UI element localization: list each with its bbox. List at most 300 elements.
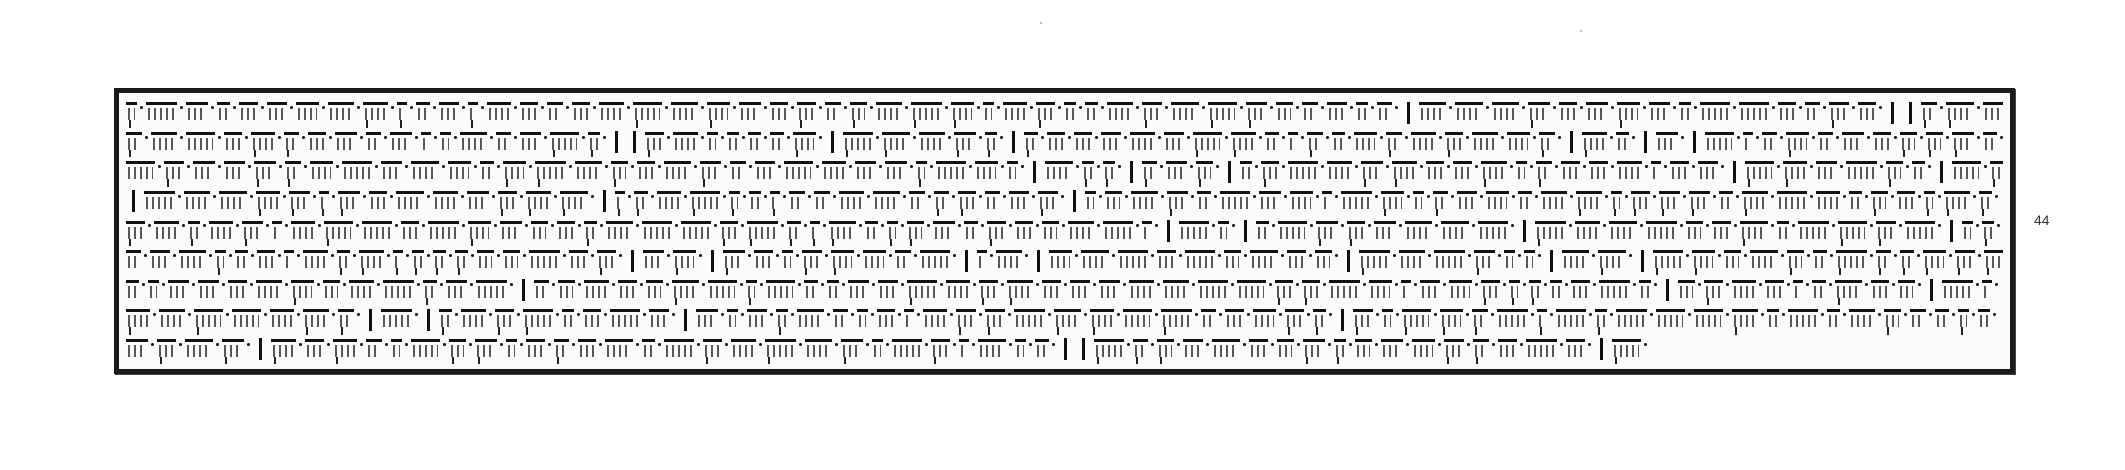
syllable-glyph [1818, 132, 1833, 153]
syllable-glyph [1786, 132, 1809, 153]
tsheg-mark [889, 254, 892, 257]
syllable-glyph [1835, 280, 1862, 301]
tsheg-mark [1555, 165, 1558, 168]
syllable-glyph [1983, 102, 2003, 123]
tsheg-mark [1127, 343, 1130, 346]
syllable-glyph [496, 132, 511, 153]
tsheg-mark [760, 283, 763, 286]
tsheg-mark [1467, 343, 1470, 346]
tsheg-mark [1093, 283, 1096, 286]
syllable-glyph [1332, 132, 1345, 153]
tsheg-mark [796, 254, 799, 257]
syllable-glyph [1101, 132, 1121, 153]
syllable-glyph [1812, 280, 1826, 301]
tsheg-mark [1216, 165, 1219, 168]
tsheg-mark [1533, 136, 1536, 139]
tsheg-mark [1155, 224, 1158, 227]
shad-mark [1244, 220, 1247, 242]
syllable-glyph [916, 161, 927, 182]
syllable-glyph [439, 102, 459, 123]
tsheg-mark [721, 136, 724, 139]
shad-mark [631, 250, 634, 272]
tsheg-mark [1629, 254, 1632, 257]
syllable-glyph [390, 132, 412, 153]
tsheg-mark [835, 343, 838, 346]
syllable-glyph [1777, 221, 1789, 242]
shad-mark [1130, 161, 1133, 183]
tsheg-mark [278, 254, 281, 257]
tsheg-mark [612, 283, 615, 286]
syllable-glyph [1401, 280, 1411, 301]
syllable-glyph [535, 161, 566, 182]
syllable-glyph [1698, 161, 1718, 182]
tsheg-mark [1435, 224, 1438, 227]
tsheg-mark [279, 165, 282, 168]
tsheg-mark [1946, 136, 1949, 139]
syllable-glyph [657, 191, 681, 212]
tsheg-mark [1843, 313, 1846, 316]
tsheg-mark [514, 106, 517, 109]
syllable-glyph [1846, 161, 1877, 182]
syllable-glyph [1886, 161, 1903, 182]
syllable-glyph [1516, 161, 1527, 182]
tsheg-mark [331, 254, 334, 257]
syllable-glyph [1816, 191, 1840, 212]
syllable-glyph [1142, 102, 1162, 123]
tsheg-mark [1894, 136, 1897, 139]
syllable-glyph [1131, 191, 1158, 212]
syllable-glyph [1871, 280, 1889, 301]
tsheg-mark [1721, 165, 1724, 168]
tsheg-mark [1125, 195, 1128, 198]
tsheg-mark [927, 224, 930, 227]
tsheg-mark [1321, 165, 1324, 168]
tsheg-mark [1296, 106, 1299, 109]
syllable-glyph [747, 221, 778, 242]
tsheg-mark [1625, 195, 1628, 198]
tsheg-mark [1348, 136, 1351, 139]
tsheg-mark [1756, 136, 1759, 139]
tsheg-mark [1664, 165, 1667, 168]
syllable-glyph [448, 161, 471, 182]
syllable-glyph [729, 191, 740, 212]
tsheg-mark [1544, 283, 1547, 286]
syllable-glyph [184, 191, 210, 212]
tsheg-mark [694, 165, 697, 168]
tsheg-mark [1878, 313, 1881, 316]
tsheg-mark [1610, 136, 1613, 139]
syllable-glyph [303, 250, 328, 271]
shad-mark [1666, 279, 1669, 301]
syllable-glyph [1107, 102, 1133, 123]
tsheg-mark [667, 254, 670, 257]
tsheg-mark [148, 224, 151, 227]
syllable-glyph [1444, 339, 1464, 360]
tsheg-mark [917, 313, 920, 316]
tsheg-mark [778, 165, 781, 168]
tsheg-mark [1550, 313, 1553, 316]
tsheg-mark [1832, 224, 1835, 227]
tsheg-mark [442, 165, 445, 168]
syllable-glyph [1798, 221, 1829, 242]
syllable-glyph [1984, 250, 2003, 271]
tsheg-mark [469, 343, 472, 346]
syllable-glyph [1842, 132, 1864, 153]
tsheg-mark [799, 343, 802, 346]
syllable-glyph [672, 280, 699, 301]
shad-mark [1644, 131, 1647, 153]
manuscript-line [126, 216, 2003, 246]
syllable-glyph [1813, 250, 1827, 271]
page-number: 44 [2034, 212, 2050, 228]
syllable-glyph [954, 132, 976, 153]
tsheg-mark [140, 106, 143, 109]
tsheg-mark [497, 165, 500, 168]
syllable-glyph [1952, 161, 1981, 182]
tsheg-mark [1218, 254, 1221, 257]
shad-mark [965, 250, 968, 272]
syllable-glyph [1571, 280, 1590, 301]
tsheg-mark [872, 283, 875, 286]
syllable-glyph [503, 161, 526, 182]
tsheg-mark [1036, 224, 1039, 227]
tsheg-mark [816, 165, 819, 168]
shad-mark [615, 131, 618, 153]
tsheg-mark [969, 165, 972, 168]
syllable-glyph [584, 221, 597, 242]
tsheg-mark [572, 343, 575, 346]
tsheg-mark [898, 313, 901, 316]
syllable-glyph [727, 309, 738, 330]
syllable-glyph [1082, 161, 1094, 182]
syllable-glyph [1085, 102, 1098, 123]
syllable-glyph [606, 221, 633, 242]
shad-mark [259, 338, 262, 360]
tsheg-mark [343, 283, 346, 286]
tsheg-mark [701, 106, 704, 109]
tsheg-mark [741, 313, 744, 316]
tsheg-mark [866, 343, 869, 346]
tsheg-mark [658, 165, 661, 168]
shad-mark [1940, 161, 1943, 183]
tsheg-mark [395, 224, 398, 227]
tsheg-mark [1531, 313, 1534, 316]
tsheg-mark [591, 254, 594, 257]
script-glyph-row [126, 305, 2003, 335]
tsheg-mark [278, 136, 281, 139]
syllable-glyph [198, 280, 219, 301]
tsheg-mark [297, 254, 300, 257]
tsheg-mark [494, 224, 497, 227]
syllable-glyph [359, 250, 384, 271]
tsheg-mark [1064, 283, 1067, 286]
tsheg-mark [250, 195, 253, 198]
tsheg-mark [833, 195, 836, 198]
tsheg-mark [427, 195, 430, 198]
shad-mark [831, 131, 834, 153]
tsheg-mark [1503, 283, 1506, 286]
tsheg-mark [600, 224, 603, 227]
shad-mark [1012, 131, 1015, 153]
syllable-glyph [885, 161, 907, 182]
syllable-glyph [1900, 132, 1917, 153]
syllable-glyph [534, 280, 549, 301]
tsheg-mark [454, 136, 457, 139]
tsheg-mark [901, 283, 904, 286]
syllable-glyph [920, 250, 950, 271]
tsheg-mark [979, 313, 982, 316]
tsheg-mark [1810, 195, 1813, 198]
tsheg-mark [541, 106, 544, 109]
syllable-glyph [217, 102, 230, 123]
tsheg-mark [733, 106, 736, 109]
syllable-glyph [731, 339, 756, 360]
tsheg-mark [1592, 254, 1595, 257]
tsheg-mark [842, 283, 845, 286]
tsheg-mark [1310, 224, 1313, 227]
tsheg-mark [901, 224, 904, 227]
syllable-glyph [558, 280, 575, 301]
tsheg-mark [1920, 136, 1923, 139]
tsheg-mark [1718, 254, 1721, 257]
tsheg-mark [520, 195, 523, 198]
syllable-glyph [1433, 191, 1448, 212]
syllable-glyph [1935, 309, 1949, 330]
syllable-glyph [1582, 132, 1607, 153]
tsheg-mark [1995, 195, 1998, 198]
tsheg-mark [881, 224, 884, 227]
syllable-glyph [1617, 161, 1642, 182]
tsheg-mark [299, 343, 302, 346]
tsheg-mark [1029, 343, 1032, 346]
tsheg-mark [510, 283, 513, 286]
folio-frame [114, 88, 2015, 374]
tsheg-mark [940, 283, 943, 286]
syllable-glyph [1497, 309, 1528, 330]
shad-mark [1600, 338, 1603, 360]
syllable-glyph [1787, 250, 1804, 271]
tsheg-mark [356, 224, 359, 227]
tsheg-mark [593, 106, 596, 109]
tsheg-mark [958, 224, 961, 227]
syllable-glyph [1576, 191, 1602, 212]
tsheg-mark [462, 106, 465, 109]
syllable-glyph [349, 280, 374, 301]
tsheg-mark [1341, 224, 1344, 227]
syllable-glyph [1142, 161, 1157, 182]
tsheg-mark [440, 283, 443, 286]
tsheg-mark [1806, 283, 1809, 286]
syllable-glyph [907, 221, 924, 242]
tsheg-mark [1244, 254, 1247, 257]
syllable-glyph [789, 191, 805, 212]
tsheg-mark [876, 136, 879, 139]
syllable-glyph [1457, 191, 1477, 212]
syllable-glyph [1334, 339, 1346, 360]
tsheg-mark [979, 195, 982, 198]
tsheg-mark [1772, 106, 1775, 109]
syllable-glyph [787, 221, 801, 242]
syllable-glyph [863, 250, 886, 271]
tsheg-mark [1698, 283, 1701, 286]
syllable-glyph [1157, 250, 1176, 271]
tsheg-mark [870, 106, 873, 109]
tsheg-mark [1036, 283, 1039, 286]
tsheg-mark [1160, 165, 1163, 168]
tsheg-mark [145, 136, 148, 139]
tsheg-mark [950, 313, 953, 316]
syllable-glyph [1171, 102, 1199, 123]
tsheg-mark [1393, 254, 1396, 257]
tsheg-mark [1269, 283, 1272, 286]
tsheg-mark [1560, 343, 1563, 346]
tsheg-mark [749, 165, 752, 168]
syllable-glyph [411, 161, 439, 182]
tsheg-mark [406, 254, 409, 257]
tsheg-mark [1407, 195, 1410, 198]
tsheg-mark [390, 195, 393, 198]
syllable-glyph [1639, 280, 1651, 301]
tsheg-mark [627, 106, 630, 109]
syllable-glyph [749, 191, 761, 212]
tsheg-mark [1972, 313, 1975, 316]
syllable-glyph [1327, 161, 1352, 182]
tsheg-mark [178, 195, 181, 198]
shad-mark [1693, 131, 1696, 153]
tsheg-mark [1918, 283, 1921, 286]
tsheg-mark [327, 343, 330, 346]
tsheg-mark [1997, 224, 2000, 227]
tsheg-mark [804, 224, 807, 227]
syllable-glyph [480, 161, 494, 182]
tsheg-mark [724, 165, 727, 168]
tsheg-mark [1645, 165, 1648, 168]
tsheg-mark [517, 313, 520, 316]
tsheg-mark [1041, 136, 1044, 139]
tsheg-mark [643, 313, 646, 316]
syllable-glyph [242, 221, 263, 242]
tsheg-mark [1406, 343, 1409, 346]
syllable-glyph [1313, 309, 1326, 330]
tsheg-mark [1151, 254, 1154, 257]
tsheg-mark [1030, 106, 1033, 109]
tsheg-mark [1048, 313, 1051, 316]
tsheg-mark [1744, 254, 1747, 257]
syllable-glyph [1201, 309, 1216, 330]
syllable-glyph [1392, 161, 1417, 182]
tsheg-mark [461, 195, 464, 198]
syllable-glyph [923, 309, 947, 330]
tsheg-mark [619, 254, 622, 257]
syllable-glyph [637, 161, 655, 182]
tsheg-mark [1653, 195, 1656, 198]
syllable-glyph [291, 221, 315, 242]
syllable-glyph [157, 339, 176, 360]
tsheg-mark [1212, 224, 1215, 227]
syllable-glyph [865, 221, 878, 242]
syllable-glyph [770, 132, 784, 153]
tsheg-mark [261, 106, 264, 109]
tsheg-mark [925, 343, 928, 346]
tsheg-mark [1565, 283, 1568, 286]
syllable-glyph [730, 161, 746, 182]
syllable-glyph [256, 280, 282, 301]
syllable-glyph [1541, 191, 1567, 212]
syllable-glyph [720, 221, 738, 242]
syllable-glyph [1285, 309, 1304, 330]
tsheg-mark [1309, 254, 1312, 257]
syllable-glyph [1507, 132, 1530, 153]
syllable-glyph [977, 250, 987, 271]
tsheg-mark [1650, 313, 1653, 316]
shad-mark [1909, 102, 1912, 124]
tsheg-mark [791, 313, 794, 316]
syllable-glyph [1307, 132, 1323, 153]
tsheg-mark [603, 136, 606, 139]
syllable-glyph [1322, 191, 1332, 212]
syllable-glyph [308, 132, 326, 153]
syllable-glyph [1805, 102, 1820, 123]
syllable-glyph [1692, 250, 1715, 271]
syllable-glyph [1537, 309, 1547, 330]
tsheg-mark [417, 283, 420, 286]
syllable-glyph [1704, 280, 1723, 301]
tsheg-mark [1706, 224, 1709, 227]
syllable-glyph [1246, 102, 1267, 123]
syllable-glyph [1944, 191, 1970, 212]
syllable-glyph [284, 132, 299, 153]
syllable-glyph [363, 102, 388, 123]
syllable-glyph [1261, 161, 1279, 182]
syllable-glyph [934, 191, 949, 212]
syllable-glyph [550, 132, 579, 153]
syllable-glyph [1288, 161, 1318, 182]
syllable-glyph [895, 250, 911, 271]
syllable-glyph [611, 161, 628, 182]
syllable-glyph [1653, 250, 1683, 271]
tsheg-mark [1976, 224, 1979, 227]
shad-mark [369, 309, 372, 331]
syllable-glyph [633, 102, 662, 123]
tsheg-mark [1272, 224, 1275, 227]
tsheg-mark [1123, 283, 1126, 286]
syllable-glyph [1765, 280, 1784, 301]
syllable-glyph [1161, 309, 1192, 330]
tsheg-mark [489, 313, 492, 316]
tsheg-mark [1558, 136, 1561, 139]
syllable-glyph [526, 339, 545, 360]
shad-mark [1033, 161, 1036, 183]
syllable-glyph [251, 132, 275, 153]
syllable-glyph [285, 161, 301, 182]
syllable-glyph [1849, 309, 1875, 330]
syllable-glyph [477, 250, 494, 271]
tsheg-mark [1076, 165, 1079, 168]
syllable-glyph [338, 309, 354, 330]
tsheg-mark [1032, 195, 1035, 198]
tsheg-mark [1823, 106, 1826, 109]
syllable-glyph [126, 102, 137, 123]
syllable-glyph [748, 132, 761, 153]
tsheg-mark [1583, 165, 1586, 168]
syllable-glyph [708, 280, 737, 301]
syllable-glyph [433, 191, 458, 212]
tsheg-mark [1428, 254, 1431, 257]
syllable-glyph [1402, 309, 1431, 330]
syllable-glyph [224, 161, 245, 182]
syllable-glyph [959, 339, 969, 360]
tsheg-mark [1443, 283, 1446, 286]
